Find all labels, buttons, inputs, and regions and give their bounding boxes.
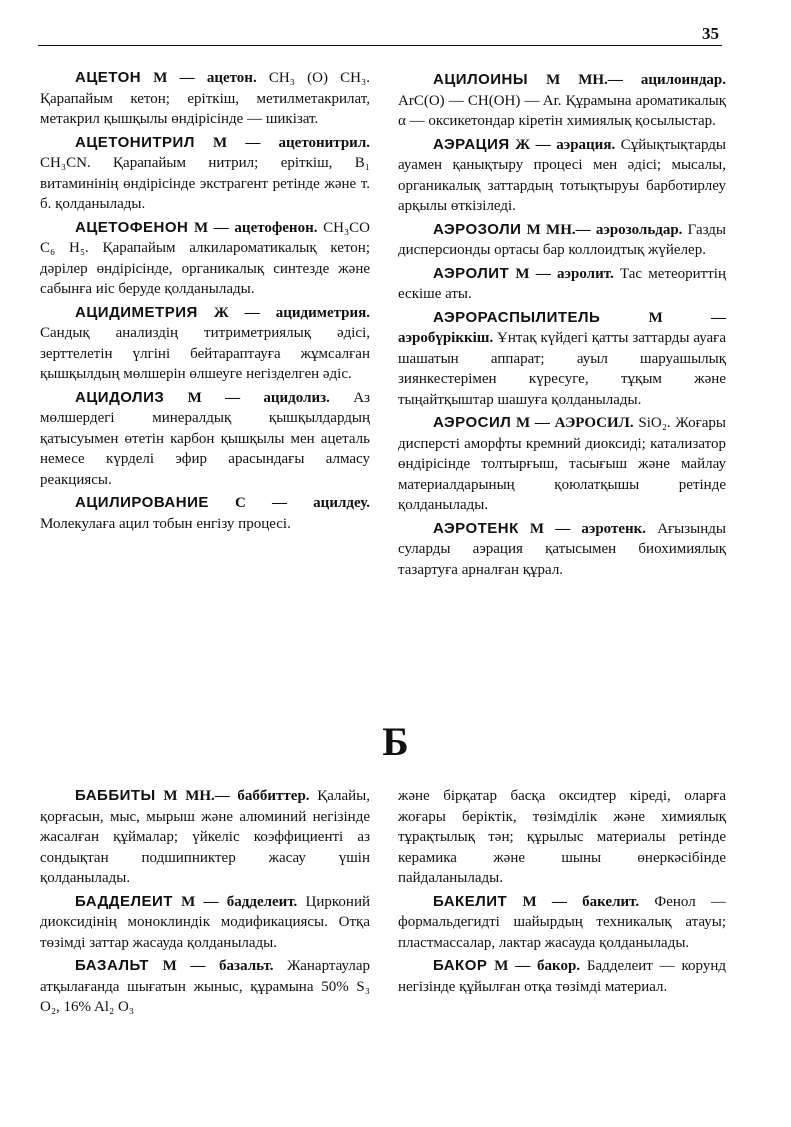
entry-atsilirovanie bbox=[40, 493, 370, 534]
entry-gloss: М МН.— аэрозольдар. bbox=[521, 221, 683, 238]
entry-definition: Сандық анализдің титриметриялық әдісі, зерттелетін үлгіні бейтараптауға жұмсалған қышқылдың мөлшерін өлшеуге негізделген әдіс. bbox=[40, 325, 370, 382]
entry-term: АЦЕТОН bbox=[75, 69, 142, 86]
entry-gloss: М — бакор. bbox=[487, 958, 581, 974]
entry-bazalt bbox=[40, 956, 370, 1018]
entry-gloss: Ж — ацидиметрия. bbox=[197, 304, 370, 321]
header-rule bbox=[38, 45, 722, 46]
entry-bakor bbox=[398, 956, 726, 997]
column-top-right bbox=[398, 70, 726, 583]
entry-term: АЭРОСИЛ bbox=[433, 414, 512, 431]
column-top-left bbox=[40, 68, 370, 537]
entry-definition: CH₃CO C₆ H₅. Қарапайым алкилароматикалық кетон; дәрілер өндірісінде, органикалық синтезде және сабынға иіс беруде қолданылады. bbox=[40, 219, 371, 297]
column-bottom-right bbox=[398, 786, 726, 1000]
entry-term: АЭРАЦИЯ bbox=[433, 135, 510, 153]
entry-bazalt-continuation: және бірқатар басқа оксидтер кіреді, оларға жоғары беріктік, төзімділік және химиялық тұрақтылық тән; құрылыс материалы ретінде керамика және шыны өнеркәсібінде пайдаланылады. bbox=[398, 788, 726, 886]
entry-term: АЦИЛОИНЫ bbox=[433, 71, 529, 88]
entry-gloss: М — ацидолиз. bbox=[164, 389, 330, 406]
entry-definition: Бадделеит — корунд негізінде құйылған отқа төзімді материал. bbox=[398, 958, 726, 995]
entry-term: БАББИТЫ bbox=[75, 787, 156, 804]
entry-term: БАКЕЛИТ bbox=[433, 892, 508, 910]
entry-definition: ArC(O) — CH(OH) — Ar. Құрамына ароматикалық α — оксикетондар кіретін химиялық қосылыстар. bbox=[398, 92, 726, 129]
entry-gloss: М МН.— баббиттер. bbox=[155, 788, 310, 804]
entry-definition: Молекулаға ацил тобын енгізу процесі. bbox=[40, 515, 291, 532]
entry-term: БАДДЕЛЕИТ bbox=[75, 892, 173, 910]
entry-term: БАЗАЛЬТ bbox=[75, 957, 149, 974]
entry-definition: Сұйықтықтарды ауамен қанықтыру процесі мен әдісі; мысалы, органикалық заттардың тотықтыруы барботирлеу арқылы өткізіледі. bbox=[398, 136, 727, 214]
entry-gloss: М — ацетофенон. bbox=[188, 219, 318, 236]
entry-term: АЦЕТОНИТРИЛ bbox=[75, 133, 195, 151]
entry-definition: SiO₂. Жоғары дисперсті аморфты кремний диоксиді; катализатор өндірісінде толтырғыш, тасығыш және майлау материалдарының қоюлатқышы ретінде қолданылады. bbox=[398, 415, 726, 513]
entry-aerosil bbox=[398, 413, 726, 516]
entry-atsetonitril bbox=[40, 133, 370, 215]
entry-bakelit bbox=[398, 892, 726, 954]
entry-term: АЭРОТЕНК bbox=[433, 519, 519, 537]
entry-term: АЦИДИМЕТРИЯ bbox=[75, 303, 198, 321]
entry-aeroraspylitel bbox=[398, 308, 726, 411]
entry-definition: СН₃ (О) СН₃. Қарапайым кетон; еріткіш, метилметакрилат, метакрил қышқылы өндірісінде — шикізат. bbox=[40, 70, 370, 127]
entry-term: БАКОР bbox=[433, 957, 488, 974]
entry-aeratsiya bbox=[398, 135, 726, 217]
entry-aerotenk bbox=[398, 519, 726, 581]
entry-gloss: М — базальт. bbox=[148, 958, 274, 974]
entry-definition: Ұнтақ күйдегі қатты заттарды ауаға шашатын аппарат; ауыл шаруашылық зиянкестерімен күресуге, тұқым және тыңайтқыштар шашуға қолданылады. bbox=[398, 330, 726, 408]
entry-gloss: Ж — аэрация. bbox=[509, 136, 616, 153]
entry-term: АЭРОЗОЛИ bbox=[433, 220, 522, 238]
entry-definition: Тас метеориттің ескіше аты. bbox=[398, 265, 726, 302]
page-number: 35 bbox=[702, 24, 719, 43]
column-bottom-left bbox=[40, 786, 370, 1021]
entry-gloss: С — ацилдеу. bbox=[208, 495, 370, 511]
entry-term: АЭРОРАСПЫЛИТЕЛЬ bbox=[433, 308, 601, 326]
entry-definition: Фенол — формальдегидті шайырдың техникалық атауы; пластмассалар, лактар жасауда қолданылады. bbox=[398, 893, 726, 951]
entry-babbity bbox=[40, 786, 370, 889]
entry-definition: Аз мөлшердегі минералдық қышқылдардың қатысуымен өтетін карбон қышқылы мен ацеталь немесе күрделі эфир арасындағы алмасу реакциясы. bbox=[40, 389, 371, 488]
entry-definition: Газды дисперсионды ортасы бар коллоидтық жүйелер. bbox=[398, 221, 726, 258]
entry-atsidoliz bbox=[40, 388, 370, 491]
entry-gloss: М — ацетон. bbox=[141, 70, 257, 86]
entry-definition: Цирконий диоксидінің моноклиндік модификациясы. Отқа төзімді заттар жасауда қолданылады. bbox=[40, 893, 370, 951]
entry-definition: Жанартаулар атқылағанда шығатын жыныс, құрамына 50% S₃ O₂, 16% Al₂ O₃ bbox=[40, 958, 370, 1015]
entry-aerozoli bbox=[398, 220, 726, 261]
entry-definition: Ағызынды суларды аэрация қатысымен биохимиялық тазартуға арналған құрал. bbox=[398, 520, 726, 578]
entry-term: АЭРОЛИТ bbox=[433, 264, 510, 282]
entry-gloss: М — АЭРОСИЛ. bbox=[511, 415, 634, 431]
entry-definition: Қалайы, қорғасын, мыс, мырыш және алюминий негізінде жасалған құймалар; үйкеліс коэффициенті аз сондықтан подшипниктер жасау үшін қолданылады. bbox=[40, 788, 370, 886]
entry-gloss: М — ацетонитрил. bbox=[194, 134, 370, 151]
entry-gloss: М — аэротенк. bbox=[518, 520, 647, 537]
entry-gloss: М — бадделеит. bbox=[172, 893, 298, 910]
entry-term: АЦИЛИРОВАНИЕ bbox=[75, 494, 209, 511]
entry-gloss: М — бакелит. bbox=[507, 893, 640, 910]
entry-aerolit bbox=[398, 264, 726, 305]
entry-term: АЦЕТОФЕНОН bbox=[75, 218, 189, 236]
entry-atsetofenon bbox=[40, 218, 370, 300]
entry-gloss: М — аэролит. bbox=[509, 265, 614, 282]
entry-gloss: М МН.— ацилоиндар. bbox=[528, 72, 726, 88]
entry-gloss: М — аэробүріккіш. bbox=[398, 309, 726, 346]
section-letter: Б bbox=[382, 719, 409, 764]
entry-atseton bbox=[40, 68, 370, 130]
entry-baddeleit bbox=[40, 892, 370, 954]
entry-atsiloiny bbox=[398, 70, 726, 132]
entry-definition: CH₃CN. Қарапайым нитрил; еріткіш, B₁ витаминінің өндірісінде экстрагент ретінде және т. б. қолданылады. bbox=[40, 155, 370, 212]
entry-atsidimetriya bbox=[40, 303, 370, 385]
entry-term: АЦИДОЛИЗ bbox=[75, 388, 165, 406]
